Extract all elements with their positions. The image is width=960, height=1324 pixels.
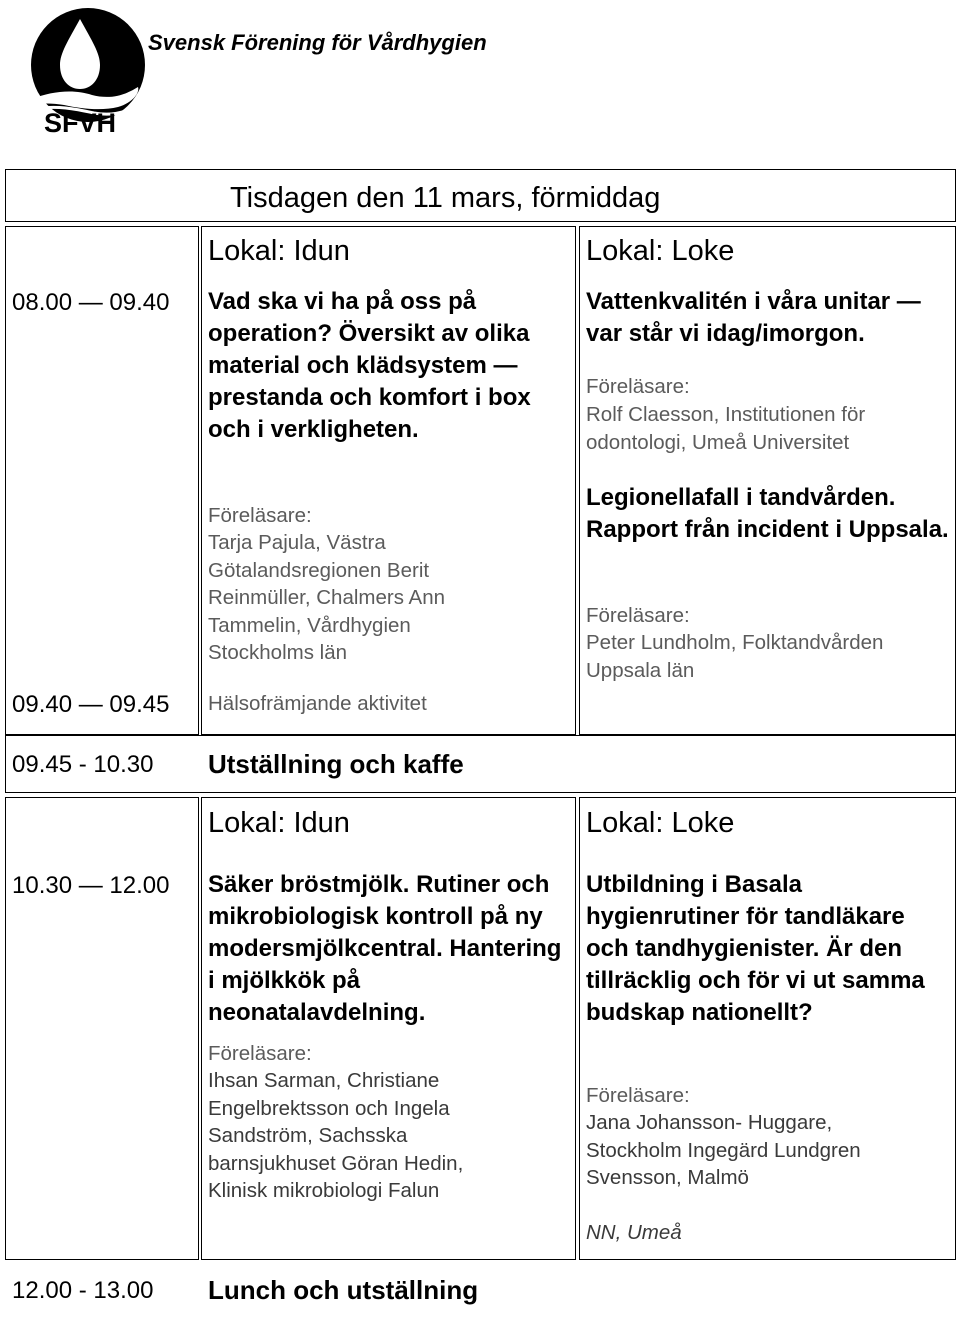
org-name: Svensk Förening för Vårdhygien: [148, 30, 487, 55]
block1-time: 08.00 — 09.40: [12, 289, 170, 316]
block1-loke-talk1-title: Vattenkvalitén i våra unitar — var står vi idag/imorgon.: [586, 288, 921, 347]
block1-loke-talk2-lecturers: Peter Lundholm, Folktandvården Uppsala län: [586, 631, 884, 682]
break-label: Utställning och kaffe: [208, 749, 464, 779]
block2-idun-lecturers: Ihsan Sarman, Christiane Engelbrektsson och Ingela Sandström, Sachsska barnsjukhuset Göran Hedin, Klinisk mikrobiologi Falun: [208, 1069, 464, 1202]
block2-time: 10.30 — 12.00: [12, 872, 170, 899]
room-loke-header-2: Lokal: Loke: [586, 807, 735, 839]
block2-loke-lecturers: Jana Johansson- Huggare, Stockholm Ingegärd Lundgren Svensson, Malmö: [586, 1111, 861, 1189]
block1-loke-talk2-title: Legionellafall i tandvården. Rapport från incident i Uppsala.: [586, 484, 949, 543]
block2-idun-lecturer-label: Föreläsare:: [208, 1042, 312, 1065]
block2-loke-title: Utbildning i Basala hygienrutiner för tandläkare och tandhygienister. Är den tillräcklig och för vi ut samma budskap nationellt?: [586, 871, 925, 1026]
block2-time-cell: [5, 797, 199, 1260]
block1-idun-lecturer-label: Föreläsare:: [208, 504, 312, 527]
health-label: Hälsofrämjande aktivitet: [208, 692, 427, 715]
lunch-label: Lunch och utställning: [208, 1275, 479, 1305]
lunch-time: 12.00 - 13.00: [12, 1277, 154, 1304]
room-idun-header: Lokal: Idun: [208, 235, 350, 267]
block1-idun-title: Vad ska vi ha på oss på operation? Översikt av olika material och klädsystem — prestanda och komfort i box och i verkligheten.: [208, 288, 531, 443]
day-title: Tisdagen den 11 mars, förmiddag: [230, 182, 661, 214]
room-loke-header: Lokal: Loke: [586, 235, 735, 267]
health-time: 09.40 — 09.45: [12, 691, 170, 718]
block2-idun-title: Säker bröstmjölk. Rutiner och mikrobiologisk kontroll på ny modersmjölkcentral. Hantering i mjölkkök på neonatalavdelning.: [208, 871, 562, 1026]
break-time: 09.45 - 10.30: [12, 751, 154, 778]
block1-loke-talk2-lecturer-label: Föreläsare:: [586, 604, 690, 627]
room-idun-header-2: Lokal: Idun: [208, 807, 350, 839]
block2-loke-lecturers-italic: NN, Umeå: [586, 1221, 682, 1244]
block1-loke-talk1-lecturers: Rolf Claesson, Institutionen för odontologi, Umeå Universitet: [586, 403, 866, 454]
block1-idun-lecturers: Tarja Pajula, Västra Götalandsregionen Berit Reinmüller, Chalmers Ann Tammelin, Vårdhygien Stockholms län: [208, 531, 445, 664]
org-abbr: SFVH: [44, 108, 117, 138]
block2-loke-lecturer-label: Föreläsare:: [586, 1084, 690, 1107]
block1-loke-talk1-lecturer-label: Föreläsare:: [586, 375, 690, 398]
